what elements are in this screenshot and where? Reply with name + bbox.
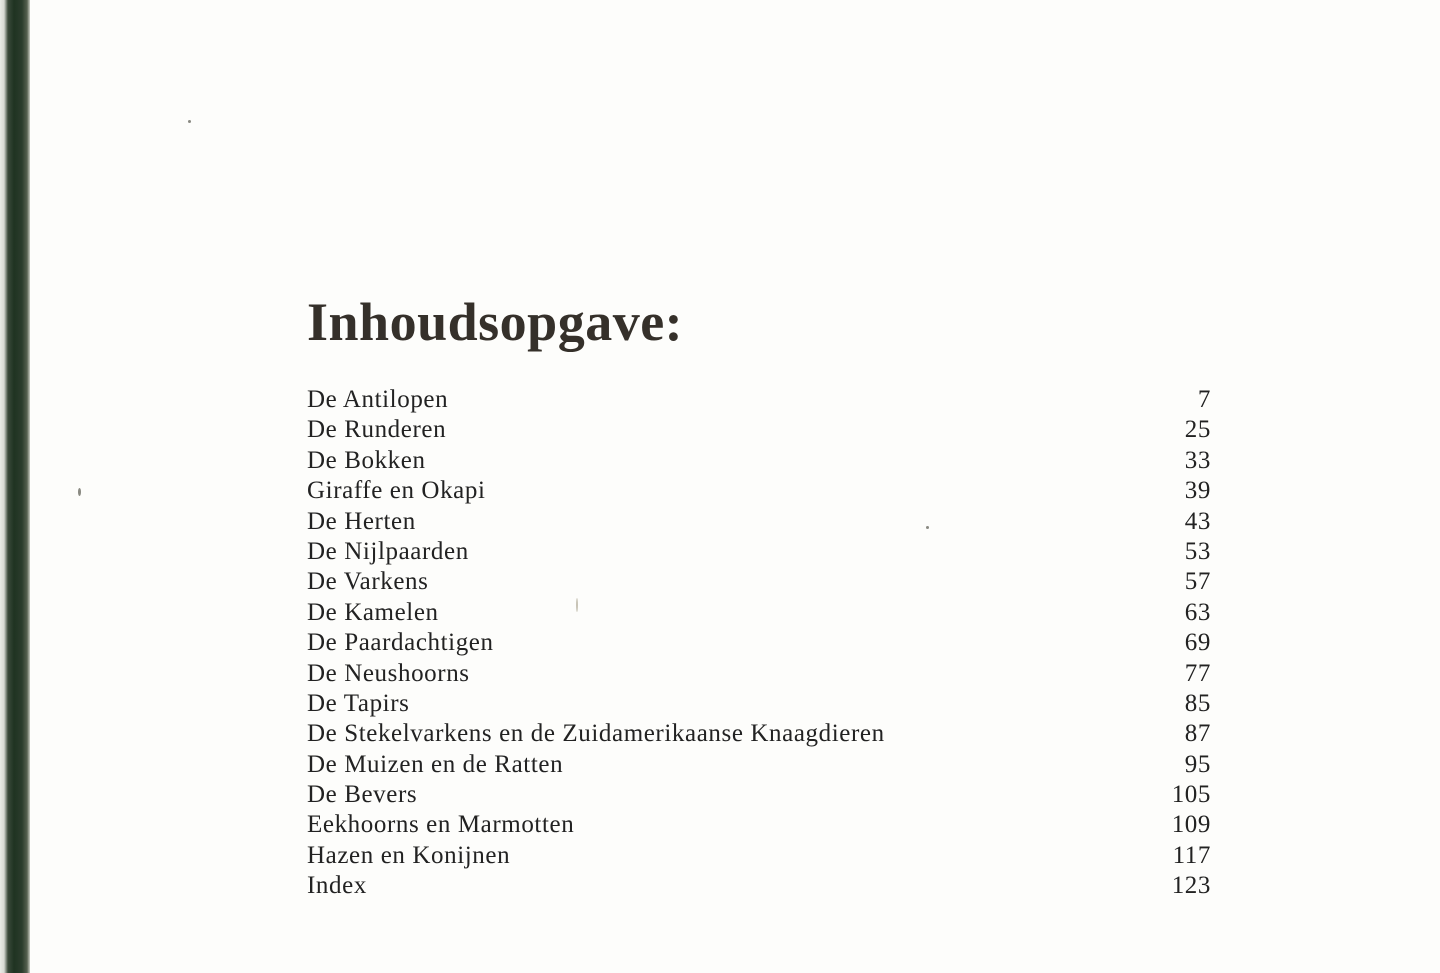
toc-entry-page-number: 123: [1171, 872, 1211, 900]
toc-entry-title: De Kamelen: [307, 598, 439, 626]
toc-entry: [307, 750, 1211, 780]
table-of-contents: [307, 385, 1211, 902]
toc-entry-page-number: 85: [1184, 689, 1211, 717]
toc-entry: [307, 841, 1211, 871]
toc-entry: [307, 719, 1211, 749]
toc-entry-title: De Stekelvarkens en de Zuidamerikaanse Knaagdieren: [307, 720, 885, 748]
toc-entry-title: De Tapirs: [307, 689, 410, 717]
toc-entry: [307, 659, 1211, 689]
toc-entry-title: De Neushoorns: [307, 659, 470, 687]
toc-entry: [307, 628, 1211, 658]
toc-entry-page-number: 105: [1171, 781, 1211, 809]
toc-entry-title: De Bevers: [307, 781, 418, 809]
toc-entry-title: De Varkens: [307, 568, 429, 596]
page-title: Inhoudsopgave:: [307, 292, 684, 352]
toc-entry: [307, 385, 1211, 415]
toc-entry: [307, 598, 1211, 628]
toc-entry-page-number: 117: [1172, 841, 1211, 869]
paper-speck: [78, 488, 81, 496]
toc-entry-page-number: 39: [1184, 477, 1211, 505]
toc-entry-title: De Muizen en de Ratten: [307, 750, 564, 778]
toc-entry-page-number: 7: [1197, 386, 1211, 413]
document-page: [30, 0, 1440, 973]
toc-entry: [307, 476, 1211, 506]
toc-entry: [307, 507, 1211, 537]
toc-entry: [307, 537, 1211, 567]
toc-entry-title: Giraffe en Okapi: [307, 477, 486, 505]
toc-entry-title: Index: [307, 872, 367, 900]
toc-entry-title: Hazen en Konijnen: [307, 841, 511, 869]
toc-entry-page-number: 109: [1171, 811, 1211, 839]
toc-entry: [307, 567, 1211, 597]
toc-entry-page-number: 57: [1184, 568, 1211, 596]
toc-entry: [307, 810, 1211, 840]
toc-entry-page-number: 25: [1184, 416, 1211, 444]
toc-entry-page-number: 33: [1184, 446, 1211, 474]
paper-speck: [188, 120, 191, 123]
toc-entry: [307, 689, 1211, 719]
toc-entry: [307, 446, 1211, 476]
toc-entry-page-number: 87: [1184, 720, 1211, 748]
toc-entry-title: De Nijlpaarden: [307, 537, 469, 565]
toc-entry-title: De Runderen: [307, 416, 447, 444]
toc-entry-title: De Antilopen: [307, 386, 449, 413]
toc-entry-title: Eekhoorns en Marmotten: [307, 811, 575, 839]
toc-entry: [307, 415, 1211, 445]
toc-entry-title: De Herten: [307, 507, 416, 535]
toc-entry-page-number: 95: [1184, 750, 1211, 778]
toc-entry-page-number: 43: [1184, 507, 1211, 535]
toc-entry-page-number: 53: [1184, 537, 1211, 565]
toc-entry-page-number: 63: [1184, 598, 1211, 626]
toc-entry-page-number: 69: [1184, 629, 1211, 657]
toc-entry: [307, 871, 1211, 901]
toc-entry: [307, 780, 1211, 810]
book-binding: [0, 0, 30, 973]
toc-entry-title: De Paardachtigen: [307, 629, 494, 657]
toc-entry-page-number: 77: [1184, 659, 1211, 687]
toc-entry-title: De Bokken: [307, 446, 426, 474]
